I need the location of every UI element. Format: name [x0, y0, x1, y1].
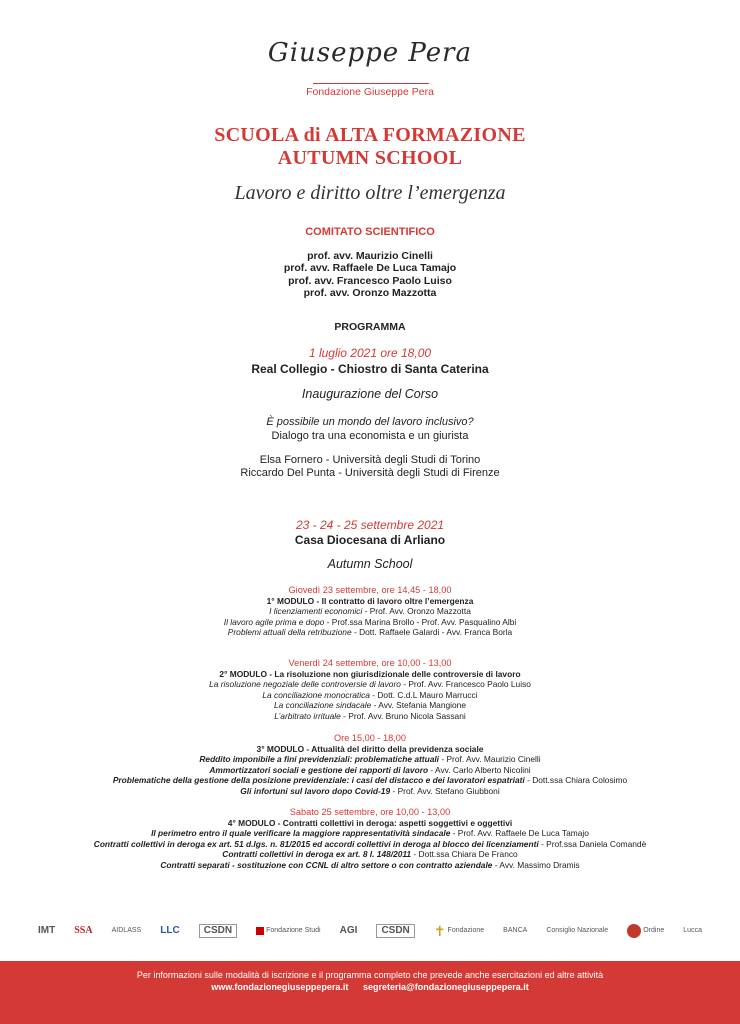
school-title: Autumn School: [327, 557, 413, 571]
talk-row: [0, 754, 740, 765]
talk-row: [0, 627, 740, 638]
talk-row: [0, 860, 740, 871]
talk-row: [0, 606, 740, 617]
talk-speakers: - Avv. Carlo Alberto Nicolini: [428, 764, 531, 775]
cross-icon: ✝: [433, 923, 446, 939]
speaker-1: Elsa Fornero - Università degli Studi di Torino: [259, 454, 481, 466]
title-line-2: AUTUMN SCHOOL: [277, 147, 463, 169]
website-link[interactable]: www.fondazionegiuseppepera.it: [211, 982, 349, 992]
footer-info: Per informazioni sulle modalità di iscrizione e il programma completo che prevede anche esercitazioni ed altre attività: [136, 970, 604, 980]
talk-topic: La risoluzione negoziale delle controversie di lavoro: [209, 679, 401, 690]
module-title: 3° MODULO - Attualità del diritto della previdenza sociale: [256, 743, 484, 754]
fondazione-cr-logo: [433, 923, 485, 939]
csdn-logo-text: CSDN: [203, 925, 233, 936]
imt-logo-text: IMT: [38, 925, 56, 936]
imt-logo: [38, 927, 55, 935]
talk-speakers: - Prof.ssa Daniela Comandè: [538, 838, 647, 849]
talk-topic: Il lavoro agile prima e dopo: [223, 616, 325, 627]
csdn-logo-2: [376, 924, 414, 938]
talk-row: [0, 828, 740, 839]
talk-topic: Problemi attuali della retribuzione: [227, 627, 352, 638]
title-line-1: SCUOLA di ALTA FORMAZIONE: [214, 124, 526, 146]
talk-topic: La conciliazione monocratica: [262, 689, 370, 700]
module-3: [0, 733, 740, 797]
talk-topic: Ammortizzatori sociali e gestione dei rapporti di lavoro: [209, 764, 429, 775]
school-venue: Casa Diocesana di Arliano: [294, 533, 446, 547]
talk-row: [0, 839, 740, 850]
talk-row: [0, 775, 740, 786]
talk-topic: I licenziamenti economici: [269, 606, 363, 617]
llc-logo-text: LLC: [160, 925, 180, 936]
ordine-logo: [627, 924, 664, 938]
fondazione-studi-logo: [256, 927, 320, 935]
talk-row: [0, 765, 740, 776]
talk-row: [0, 700, 740, 711]
talk-speakers: - Prof. Avv. Bruno Nicola Sassani: [340, 710, 466, 721]
talk-topic: Problematiche della gestione della posizione previdenziale: i casi del distacco e dei lavoratori espatriati: [112, 775, 525, 786]
consiglio-logo-text: Consiglio Nazionale: [546, 927, 609, 934]
committee-list: [0, 250, 740, 299]
fondazione-cr-text: Fondazione: [447, 927, 485, 934]
ssa-logo: [74, 927, 92, 935]
banca-logo-text: BANCA: [503, 927, 528, 934]
school-dates: 23 - 24 - 25 settembre 2021: [295, 518, 445, 532]
module-time: Venerdì 24 settembre, ore 10,00 - 13,00: [288, 658, 452, 668]
talk-row: [0, 690, 740, 701]
module-title: 4° MODULO - Contratti collettivi in deroga: aspetti soggettivi e oggettivi: [227, 817, 513, 828]
talk-row: [0, 617, 740, 628]
talk-speakers: - Dott. Raffaele Galardi - Avv. Franca Borla: [351, 627, 513, 638]
ssa-logo-text: SSA: [74, 925, 93, 936]
talk-row: [0, 786, 740, 797]
csdn-logo: [199, 924, 237, 938]
module-time: Giovedì 23 settembre, ore 14,45 - 18,00: [288, 585, 452, 595]
talk-speakers: - Prof.ssa Marina Brollo - Prof. Avv. Pasqualino Albi: [324, 616, 517, 627]
talk-speakers: - Dott.ssa Chiara De Franco: [411, 849, 518, 860]
talk-topic: Contratti separati - sostituzione con CCNL di altro settore o con contratto aziendale: [160, 859, 493, 870]
talk-topic: Contratti collettivi in deroga ex art. 8 l. 148/2011: [222, 849, 412, 860]
lucca-logo-text: Lucca: [683, 927, 702, 934]
talk-topic: L’arbitrato irrituale: [274, 710, 341, 721]
talk-topic: Il perimetro entro il quale verificare la maggiore rappresentatività sindacale: [151, 828, 451, 839]
banca-logo: [503, 927, 527, 935]
talk-speakers: - Avv. Massimo Dramis: [492, 859, 580, 870]
talk-speakers: - Prof. Avv. Raffaele De Luca Tamajo: [450, 828, 589, 839]
subtitle: Lavoro e diritto oltre l’emergenza: [234, 182, 506, 204]
talk-speakers: - Dott.ssa Chiara Colosimo: [524, 775, 628, 786]
opening-date: 1 luglio 2021 ore 18,00: [308, 346, 432, 360]
speaker-2: Riccardo Del Punta - Università degli Studi di Firenze: [240, 467, 500, 479]
talk-row: [0, 711, 740, 722]
llc-logo: [160, 927, 179, 935]
module-time: Ore 15,00 - 18,00: [333, 733, 406, 743]
foundation-name: Fondazione Giuseppe Pera: [306, 86, 434, 98]
seal-icon: [627, 924, 641, 938]
module-title: 2° MODULO - La risoluzione non giurisdizionale delle controversie di lavoro: [219, 668, 521, 679]
talk-topic: Gli infortuni sul lavoro dopo Covid-19: [240, 785, 391, 796]
committee-member: prof. avv. Maurizio Cinelli: [307, 250, 433, 262]
signature-underline: [313, 83, 429, 84]
talk-speakers: - Prof. Avv. Oronzo Mazzotta: [362, 606, 471, 617]
agi-logo-text: AGI: [339, 925, 358, 936]
talk-speakers: - Prof. Avv. Francesco Paolo Luiso: [400, 679, 531, 690]
module-4: [0, 807, 740, 871]
module-time: Sabato 25 settembre, ore 10,00 - 13,00: [289, 807, 451, 817]
talk-speakers: - Avv. Stefania Mangione: [371, 700, 466, 711]
program-heading: PROGRAMMA: [334, 321, 406, 333]
talk-speakers: - Prof. Avv. Stefano Giubboni: [390, 785, 500, 796]
talk-speakers: - Prof. Avv. Maurizio Cinelli: [439, 754, 541, 765]
opening-venue: Real Collegio - Chiostro di Santa Caterina: [251, 362, 489, 376]
committee-member: prof. avv. Francesco Paolo Luiso: [288, 274, 452, 287]
committee-member: prof. avv. Oronzo Mazzotta: [303, 286, 437, 299]
fondazione-studi-text: Fondazione Studi: [266, 927, 321, 934]
talk-speakers: - Dott. C.d.L Mauro Marrucci: [369, 689, 478, 700]
module-2: [0, 658, 740, 722]
talk-topic: Contratti collettivi in deroga ex art. 51 d.lgs. n. 81/2015 ed accordi collettivi in deroga al blocco dei licenziamenti: [93, 838, 539, 849]
ordine-logo-text: Ordine: [643, 927, 665, 934]
square-icon: [256, 927, 264, 935]
csdn-logo-text: CSDN: [381, 925, 410, 936]
consiglio-logo: [546, 927, 608, 935]
talk-topic: Reddito imponibile a fini previdenziali: problematiche attuali: [199, 754, 440, 765]
committee-heading: COMITATO SCIENTIFICO: [305, 226, 435, 238]
footer-contacts: [0, 982, 740, 992]
agi-logo: [340, 927, 358, 935]
module-title: 1° MODULO - Il contratto di lavoro oltre l’emergenza: [266, 595, 474, 606]
module-1: [0, 585, 740, 638]
committee-member: prof. avv. Raffaele De Luca Tamajo: [283, 262, 457, 275]
footer-bar: [0, 961, 740, 1024]
talk-row: [0, 849, 740, 860]
aidlass-logo-text: AIDLASS: [111, 927, 142, 934]
email-link[interactable]: segreteria@fondazionegiuseppepera.it: [362, 982, 529, 992]
sponsor-logos: [38, 917, 702, 945]
lucca-logo: [683, 927, 702, 935]
talk-row: [0, 679, 740, 690]
aidlass-logo: [112, 927, 142, 935]
opening-title: Inaugurazione del Corso: [301, 387, 439, 401]
signature-logo: Giuseppe Pera: [267, 38, 473, 68]
opening-dialog: Dialogo tra una economista e un giurista: [271, 430, 469, 442]
talk-topic: La conciliazione sindacale: [274, 700, 372, 711]
opening-question: È possibile un mondo del lavoro inclusivo?: [266, 416, 474, 428]
